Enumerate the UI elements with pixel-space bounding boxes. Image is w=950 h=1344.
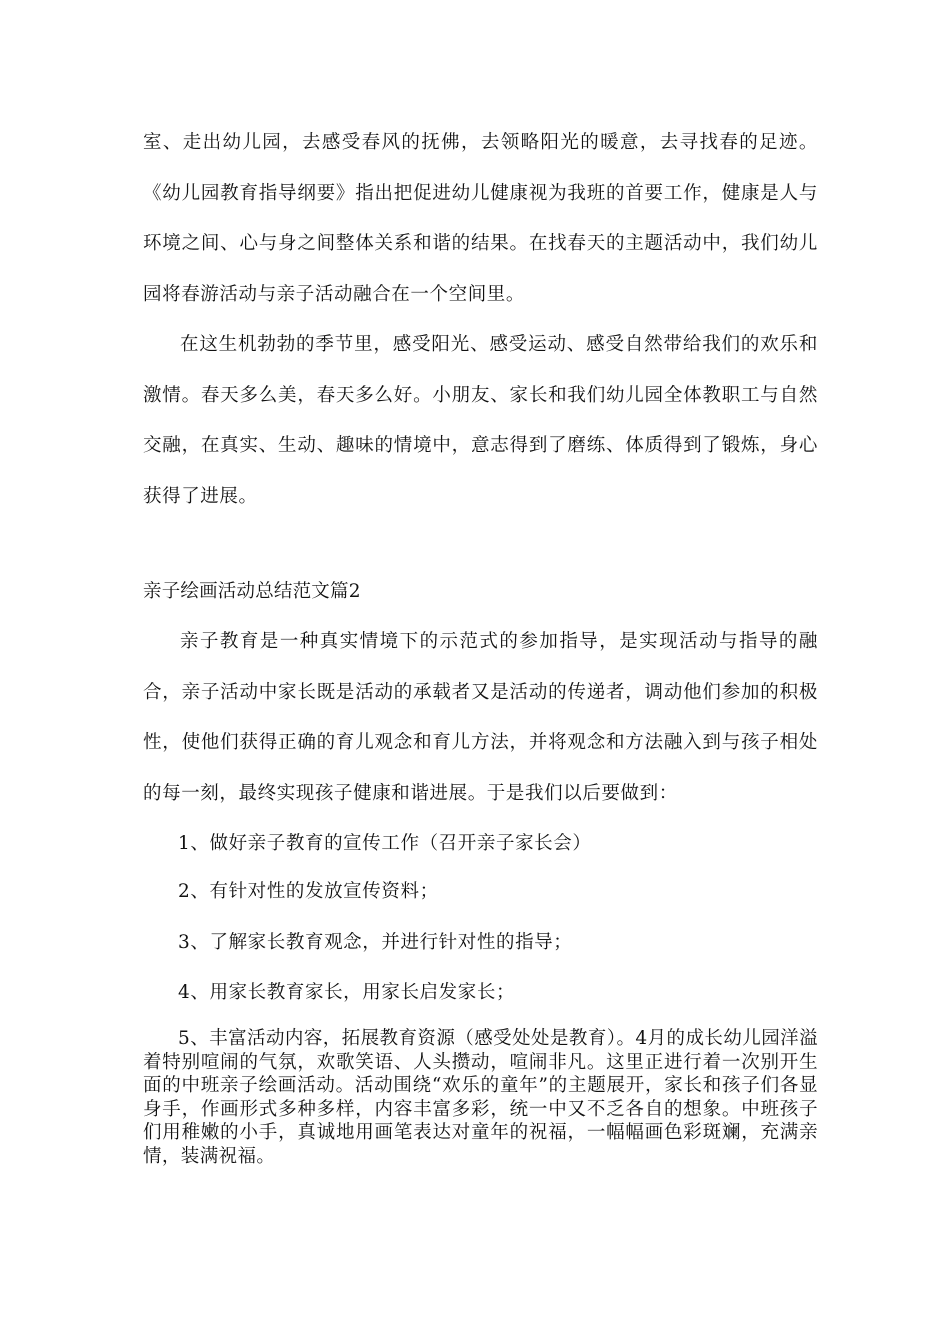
- paragraph-painting-activity: 5、丰富活动内容，拓展教育资源（感受处处是教育）。4月的成长幼儿园洋溢着特别喧闹的气氛，欢歌笑语、人头攒动，喧闹非凡。这里正进行着一次别开生面的中班亲子绘画活动。活动围绕“欢乐的童年”的主题展开，家长和孩子们各显身手，作画形式多种多样，内容丰富多彩，统一中又不乏各自的想象。中班孩子们用稚嫩的小手，真诚地用画笔表达对童年的祝福，一幅幅画色彩斑斓，充满亲情，装满祝福。: [143, 1028, 818, 1167]
- paragraph-spring-season: 在这生机勃勃的季节里，感受阳光、感受运动、感受自然带给我们的欢乐和激情。春天多么美，春天多么好。小朋友、家长和我们幼儿园全体教职工与自然交融，在真实、生动、趣味的情境中，意志得到了磨练、体质得到了锻炼，身心获得了进展。: [143, 334, 818, 507]
- list-item-2: 2、有针对性的发放宣传资料；: [178, 881, 439, 902]
- list-item-3: 3、了解家长教育观念，并进行针对性的指导；: [178, 932, 573, 953]
- list-item-4: 4、用家长教育家长，用家长启发家长；: [178, 982, 516, 1003]
- list-item-1: 1、做好亲子教育的宣传工作（召开亲子家长会）: [178, 833, 592, 854]
- paragraph-intro-continued: 室、走出幼儿园，去感受春风的抚佛，去领略阳光的暖意，去寻找春的足迹。《幼儿园教育指导纲要》指出把促进幼儿健康视为我班的首要工作，健康是人与环境之间、心与身之间整体关系和谐的结果。在找春天的主题活动中，我们幼儿园将春游活动与亲子活动融合在一个空间里。: [143, 132, 818, 305]
- section-heading: 亲子绘画活动总结范文篇2: [143, 581, 361, 602]
- paragraph-parent-child-education: 亲子教育是一种真实情境下的示范式的参加指导，是实现活动与指导的融合，亲子活动中家长既是活动的承载者又是活动的传递者，调动他们参加的积极性，使他们获得正确的育儿观念和育儿方法，并将观念和方法融入到与孩子相处的每一刻，最终实现孩子健康和谐进展。于是我们以后要做到：: [143, 631, 818, 804]
